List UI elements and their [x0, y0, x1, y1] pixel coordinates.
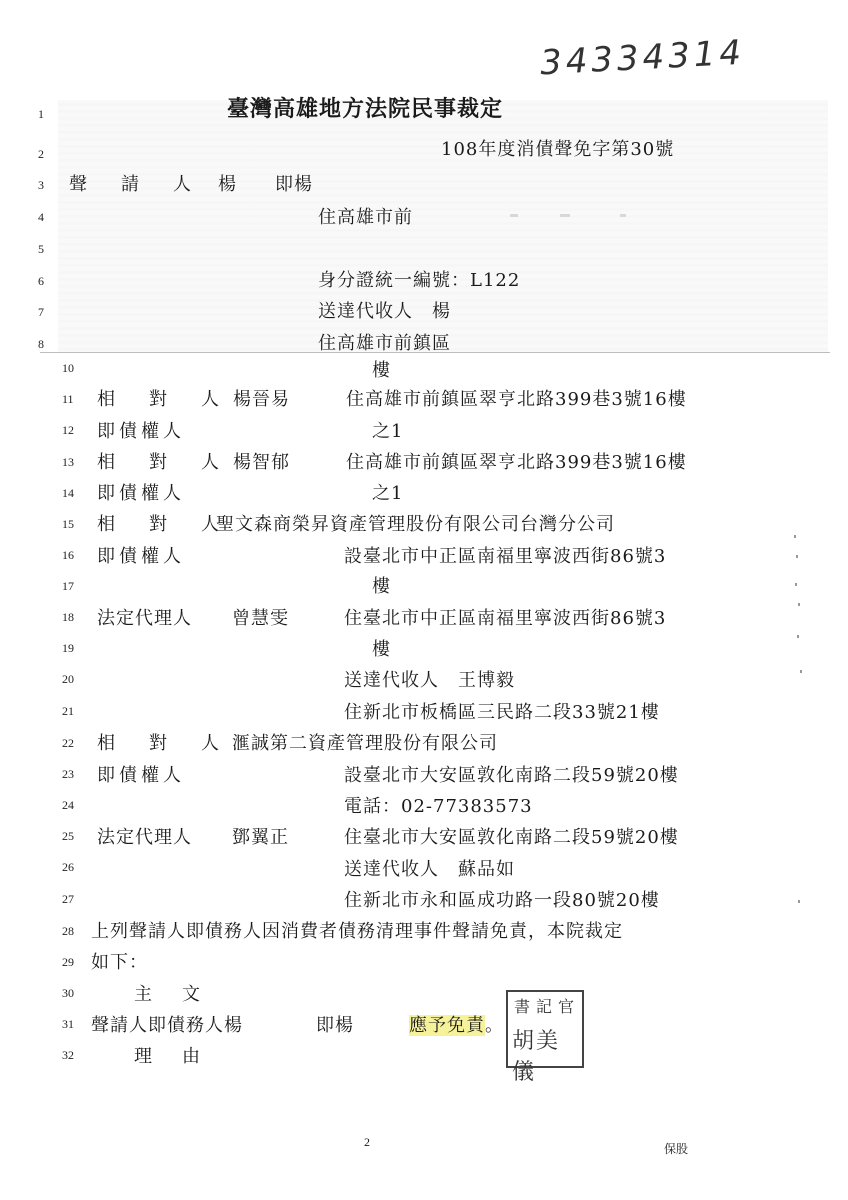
party-address: 設臺北市大安區敦化南路二段59號20樓: [344, 765, 679, 786]
service-agent: 送達代收人 蘇品如: [344, 859, 515, 880]
line-number: 30: [62, 986, 74, 1000]
seal-name: 胡美儀: [512, 1029, 561, 1085]
party-name: 楊智郁: [233, 452, 290, 473]
representative-address: 住臺北市大安區敦化南路二段59號20樓: [344, 827, 679, 848]
ruling-intro: 上列聲請人即債務人因消費者債務清理事件聲請免責，本院裁定: [91, 921, 623, 942]
applicant-name: 楊: [218, 174, 237, 195]
line-number: 4: [38, 210, 44, 224]
redaction-residue: [510, 214, 518, 217]
line-number: 16: [62, 548, 74, 562]
margin-mark: [798, 900, 800, 903]
ruling-debtor: 聲請人即債務人楊: [91, 1015, 243, 1036]
ruling-alias: 即楊: [316, 1015, 354, 1036]
party-address: 住高雄市前鎮區翠亨北路399巷3號16樓: [346, 389, 687, 410]
ruling-line: [91, 1011, 243, 1037]
line-number: 12: [62, 423, 74, 437]
ruling-result: [409, 1011, 504, 1037]
line-number: 24: [62, 798, 74, 812]
party-phone: 電話：02-77383573: [344, 796, 533, 817]
ruling-highlight: 應予免責: [409, 1015, 485, 1036]
line-number: 23: [62, 767, 74, 781]
service-agent: 送達代收人 王博毅: [344, 670, 515, 691]
representative-address-tail: 樓: [372, 639, 391, 660]
clerk-seal: [506, 990, 584, 1085]
case-number: 108年度消債聲免字第30號: [441, 139, 675, 160]
line-number: 28: [62, 924, 74, 938]
line-number: 15: [62, 517, 74, 531]
applicant-address-tail: 樓: [372, 360, 391, 381]
line-number: 13: [62, 455, 74, 469]
line-number: 6: [38, 274, 44, 288]
party-name: 楊晉易: [233, 389, 290, 410]
party-address: 設臺北市中正區南福里寧波西街86號3: [344, 546, 667, 567]
applicant-id: 身分證統一編號：L122: [318, 270, 521, 291]
party-address: 住高雄市前鎮區翠亨北路399巷3號16樓: [346, 452, 687, 473]
line-number: 20: [62, 672, 74, 686]
page-title: 臺灣高雄地方法院民事裁定: [227, 96, 504, 122]
line-number: 18: [62, 610, 74, 624]
party-role-creditor: 即債權人: [97, 546, 185, 567]
ruling-intro-cont: 如下：: [91, 952, 148, 973]
party-address-tail: 之1: [372, 483, 404, 504]
line-number: 17: [62, 579, 74, 593]
party-role-creditor: 即債權人: [97, 421, 185, 442]
service-agent-address: 住新北市板橋區三民路二段33號21樓: [344, 702, 660, 723]
party-role: 相 對 人: [97, 452, 227, 473]
line-number: 29: [62, 955, 74, 969]
line-number: 11: [62, 392, 74, 406]
representative-role: 法定代理人: [97, 827, 192, 848]
applicant-address: 住高雄市前: [318, 207, 413, 228]
representative-name: 鄧翼正: [232, 827, 289, 848]
service-agent-address: 住新北市永和區成功路一段80號20樓: [344, 890, 660, 911]
line-number: 27: [62, 892, 74, 906]
page-number: 2: [364, 1135, 370, 1149]
seal-title: 書記官: [514, 997, 581, 1016]
line-number: 1: [38, 107, 44, 121]
redaction-residue: [560, 214, 570, 217]
applicant-agent: 送達代收人 楊: [318, 301, 451, 322]
ruling-period: 。: [485, 1015, 504, 1036]
applicant-agent-address: 住高雄市前鎮區: [318, 333, 451, 354]
line-number: 10: [62, 361, 74, 375]
applicant-role: 聲 請 人: [69, 174, 199, 195]
representative-name: 曾慧雯: [232, 608, 289, 629]
line-number: 25: [62, 829, 74, 843]
line-number: 32: [62, 1048, 74, 1062]
reason-heading: 理 由: [134, 1046, 206, 1067]
line-number: 7: [38, 305, 44, 319]
handwritten-number: 34334314: [539, 32, 746, 84]
line-number: 19: [62, 641, 74, 655]
line-number: 8: [38, 337, 44, 351]
line-number: 22: [62, 736, 74, 750]
main-text-heading: 主 文: [134, 984, 206, 1005]
line-number: 26: [62, 860, 74, 874]
party-address-tail: 之1: [372, 421, 404, 442]
party-name: 聖文森商榮昇資產管理股份有限公司台灣分公司: [216, 514, 615, 535]
line-number: 3: [38, 178, 44, 192]
line-number: 2: [38, 147, 44, 161]
line-number: 21: [62, 704, 74, 718]
party-role-creditor: 即債權人: [97, 765, 185, 786]
representative-role: 法定代理人: [97, 608, 192, 629]
party-role-creditor: 即債權人: [97, 483, 185, 504]
party-role: 相 對 人: [97, 389, 227, 410]
party-address-tail: 樓: [372, 576, 391, 597]
applicant-alias: 即楊: [275, 174, 313, 195]
line-number: 14: [62, 486, 74, 500]
margin-marks: [792, 535, 804, 685]
redaction-residue: [620, 214, 626, 217]
division-tag: 保股: [664, 1142, 689, 1156]
party-role: 相 對 人: [97, 514, 227, 535]
party-name: 滙誠第二資產管理股份有限公司: [232, 733, 498, 754]
representative-address: 住臺北市中正區南福里寧波西街86號3: [344, 608, 667, 629]
line-number: 5: [38, 242, 44, 256]
party-role: 相 對 人: [97, 733, 227, 754]
line-number: 31: [62, 1017, 74, 1031]
